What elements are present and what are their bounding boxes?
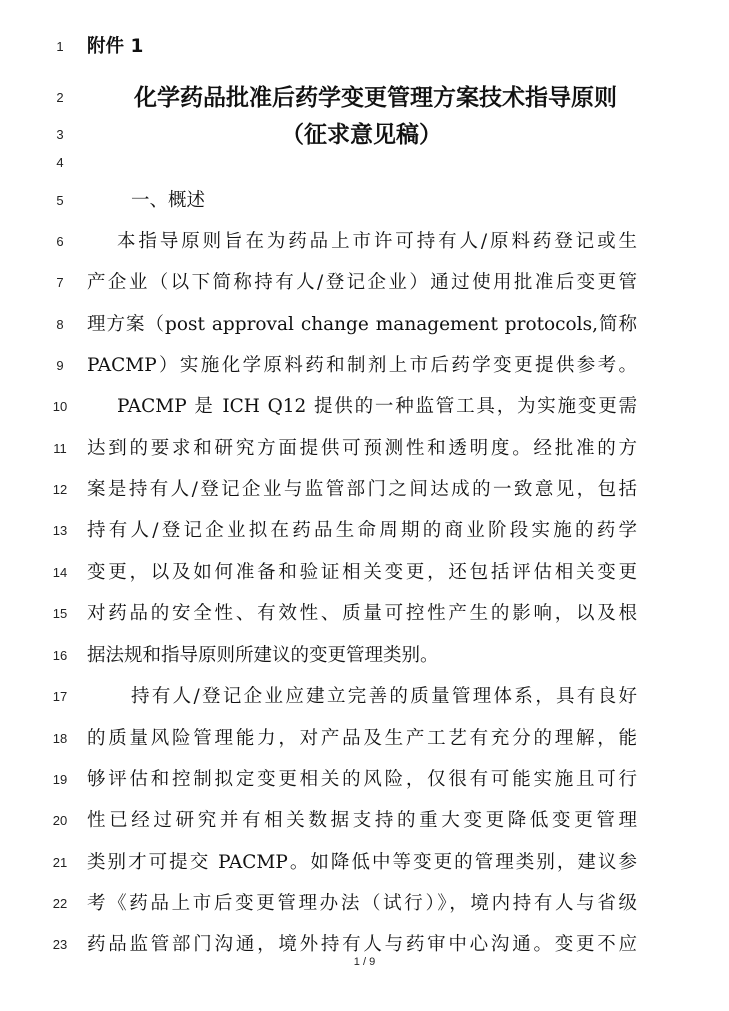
document-title: 化学药品批准后药学变更管理方案技术指导原则 (134, 84, 617, 111)
paragraph-line: 本指导原则旨在为药品上市许可持有人/原料药登记或生 (117, 231, 637, 252)
doc-line-22 (0, 883, 729, 924)
line-number: 14 (52, 565, 68, 580)
attachment-label: 附件 1 (87, 36, 144, 57)
paragraph-line: 产企业（以下简称持有人/登记企业）通过使用批准后变更管 (87, 272, 637, 293)
paragraph-line: 理方案（post approval change management protocols,简称 (87, 314, 637, 335)
line-number: 23 (52, 937, 68, 952)
line-number: 10 (52, 399, 68, 414)
doc-line-2 (0, 77, 729, 118)
line-number: 18 (52, 731, 68, 746)
line-number: 11 (53, 441, 67, 456)
paragraph-line: 持有人/登记企业应建立完善的质量管理体系，具有良好 (131, 686, 637, 707)
line-number: 12 (52, 482, 68, 497)
paragraph-line: 达到的要求和研究方面提供可预测性和透明度。经批准的方 (87, 438, 637, 459)
doc-line-10 (0, 386, 729, 427)
line-number: 17 (52, 689, 68, 704)
document-subtitle: （征求意见稿） (281, 121, 442, 148)
doc-line-8 (0, 304, 729, 345)
line-number: 13 (52, 523, 68, 538)
paragraph-line: 持有人/登记企业拟在药品生命周期的商业阶段实施的药学 (87, 520, 637, 541)
page-number: 1 / 9 (353, 956, 376, 968)
line-number: 8 (56, 317, 64, 332)
doc-line-11 (0, 428, 729, 469)
line-number: 19 (52, 772, 68, 787)
line-number: 22 (52, 896, 68, 911)
line-number: 4 (56, 155, 64, 170)
paragraph-line: 类别才可提交 PACMP。如降低中等变更的管理类别，建议参 (87, 852, 637, 873)
line-number: 16 (52, 648, 68, 663)
line-number: 21 (52, 855, 68, 870)
paragraph-line: 药品监管部门沟通，境外持有人与药审中心沟通。变更不应 (87, 934, 637, 955)
doc-line-7 (0, 262, 729, 303)
doc-line-18 (0, 718, 729, 759)
line-number: 9 (56, 358, 64, 373)
line-number: 7 (56, 275, 64, 290)
doc-line-20 (0, 800, 729, 841)
paragraph-line: 的质量风险管理能力，对产品及生产工艺有充分的理解，能 (87, 728, 637, 749)
line-number: 15 (52, 606, 68, 621)
paragraph-line: 对药品的安全性、有效性、质量可控性产生的影响，以及根 (87, 603, 637, 624)
doc-line-16 (0, 635, 729, 676)
paragraph-line: PACMP）实施化学原料药和制剂上市后药学变更提供参考。 (87, 355, 637, 376)
line-number: 5 (56, 193, 64, 208)
paragraph-line: 性已经过研究并有相关数据支持的重大变更降低变更管理 (87, 810, 637, 831)
doc-line-13 (0, 510, 729, 551)
doc-line-9 (0, 345, 729, 386)
paragraph-line: 变更，以及如何准备和验证相关变更，还包括评估相关变更 (87, 562, 637, 583)
line-number: 20 (52, 813, 68, 828)
paragraph-line: 够评估和控制拟定变更相关的风险，仅很有可能实施且可行 (87, 769, 637, 790)
section-heading: 一、概述 (131, 190, 206, 211)
paragraph-line: 考《药品上市后变更管理办法（试行）》，境内持有人与省级 (87, 893, 637, 914)
line-number: 6 (56, 234, 64, 249)
doc-line-6 (0, 221, 729, 262)
paragraph-line: PACMP 是 ICH Q12 提供的一种监管工具，为实施变更需 (117, 396, 637, 417)
line-number: 2 (56, 90, 64, 105)
doc-line-21 (0, 842, 729, 883)
paragraph-line: 案是持有人/登记企业与监管部门之间达成的一致意见，包括 (87, 479, 637, 500)
doc-line-5 (0, 180, 729, 221)
doc-line-1 (0, 26, 729, 67)
line-number: 3 (56, 127, 64, 142)
paragraph-line: 据法规和指导原则所建议的变更管理类别。 (87, 645, 439, 666)
doc-line-12 (0, 469, 729, 510)
doc-line-17 (0, 676, 729, 717)
doc-line-19 (0, 759, 729, 800)
doc-line-15 (0, 593, 729, 634)
doc-line-14 (0, 552, 729, 593)
line-number: 1 (56, 39, 64, 54)
doc-line-4 (0, 142, 729, 183)
